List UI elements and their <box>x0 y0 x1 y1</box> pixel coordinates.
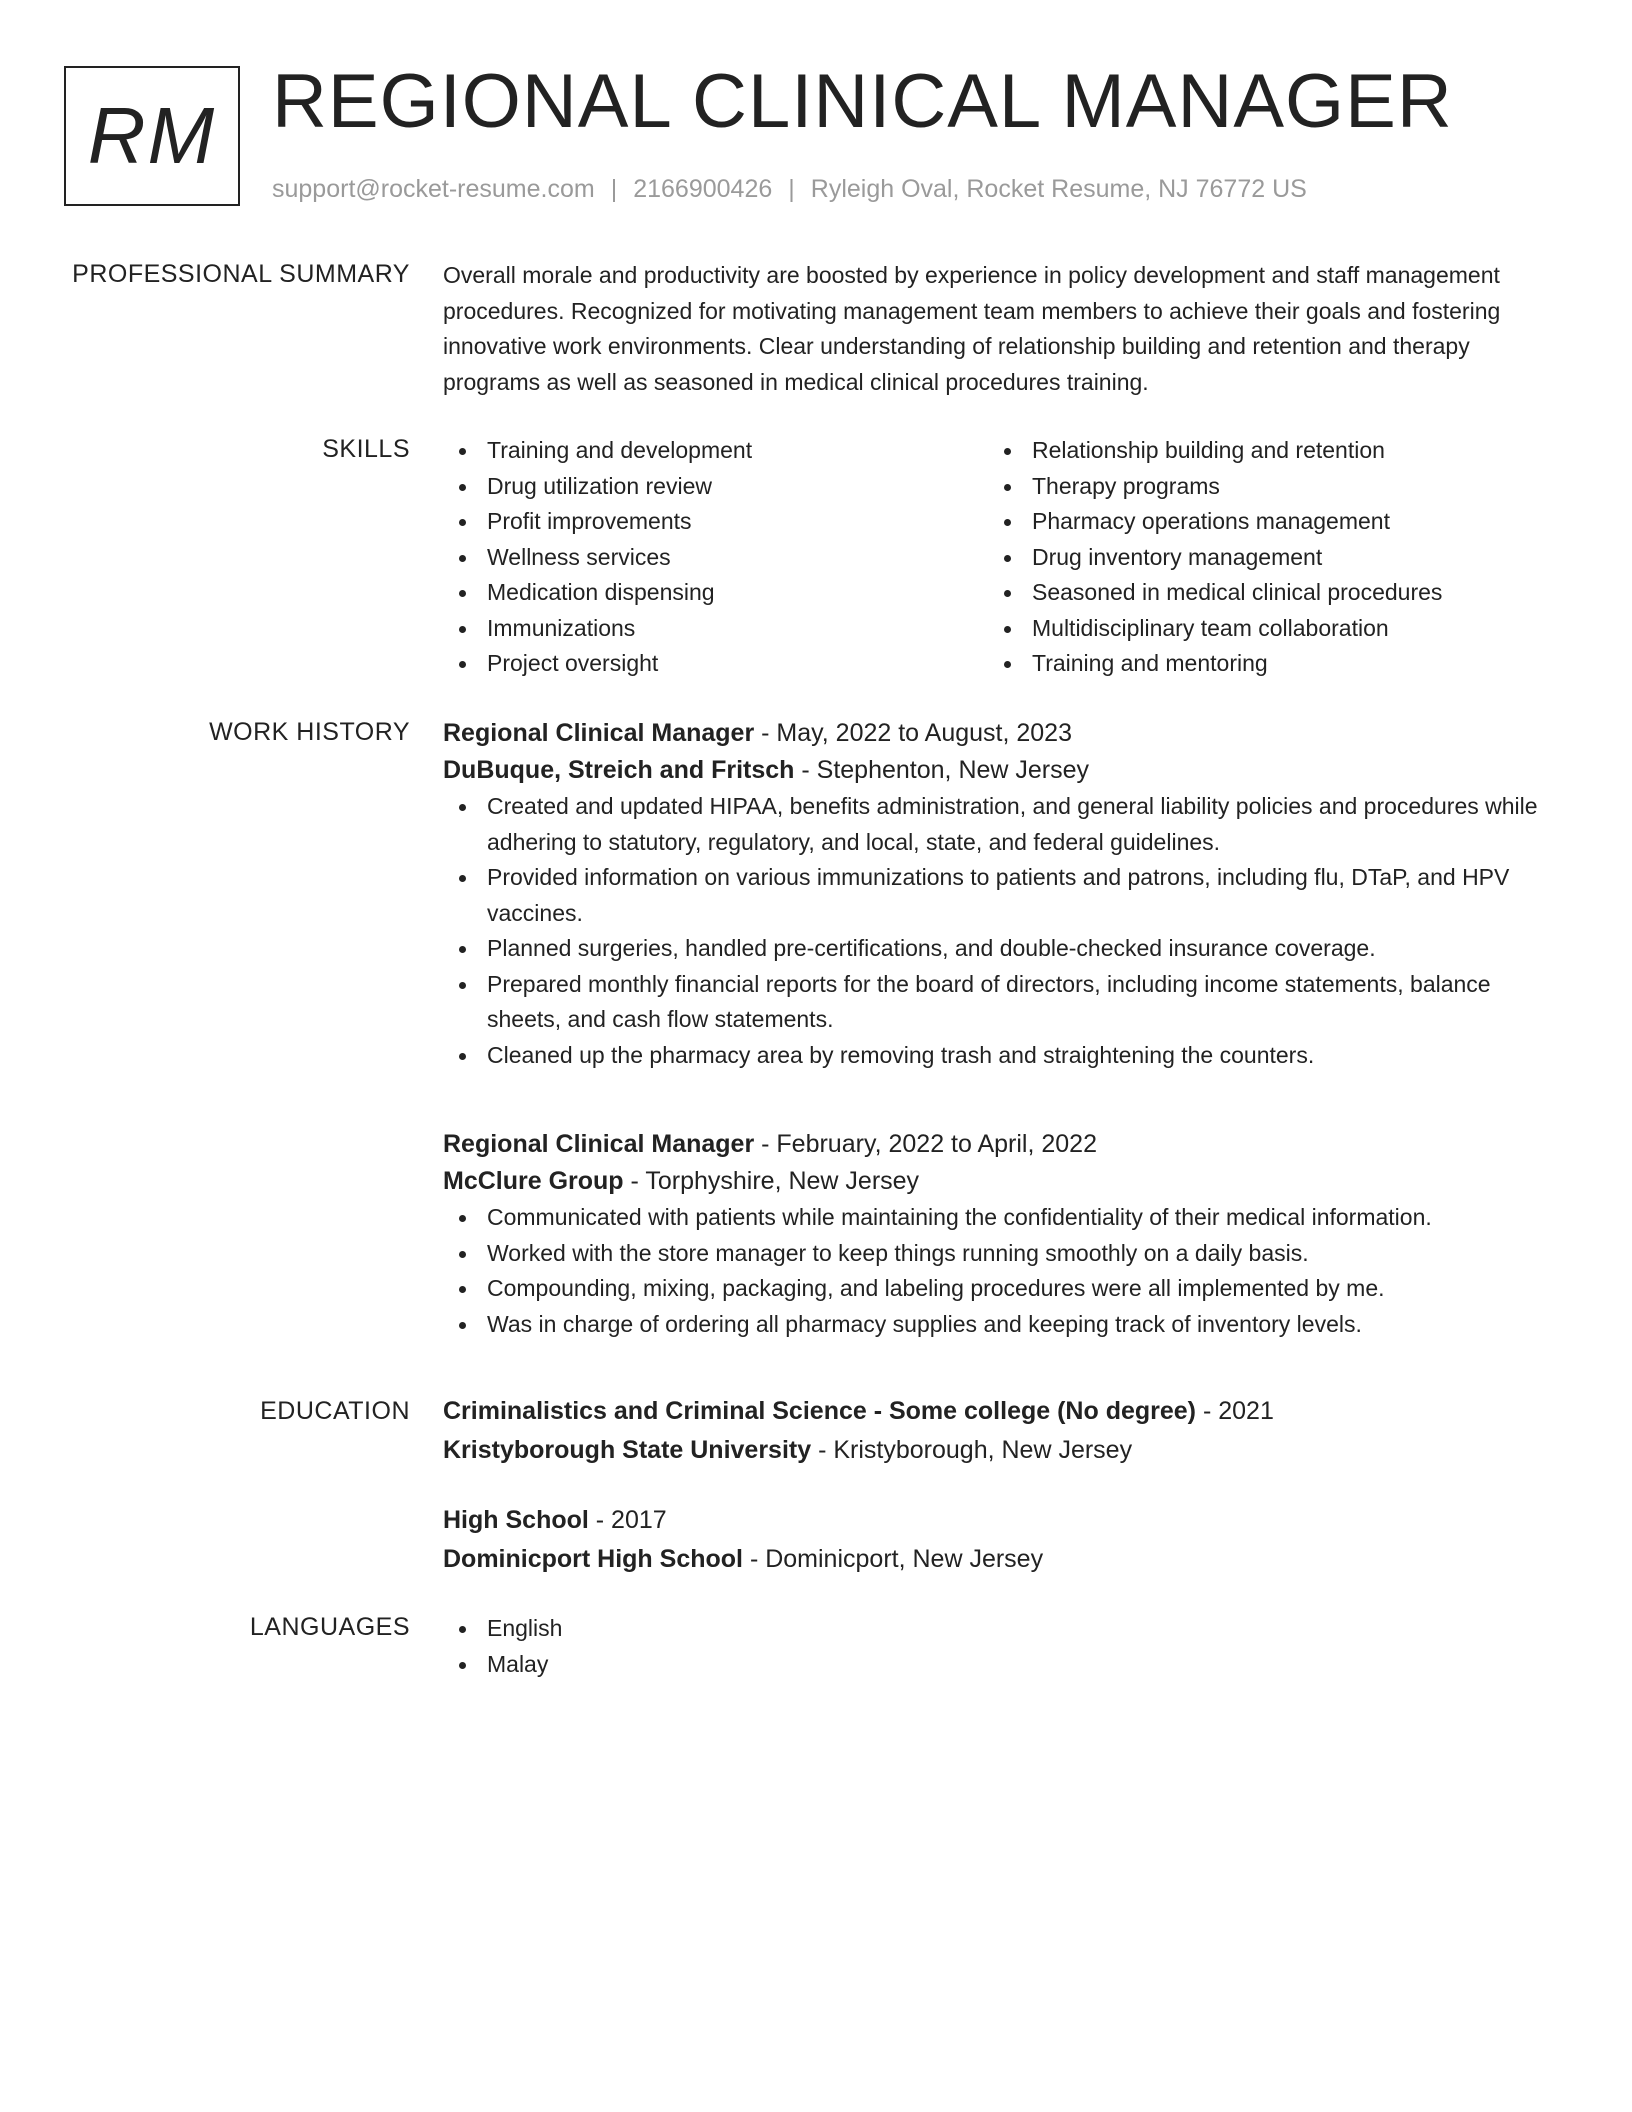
work-history-heading: WORK HISTORY <box>209 718 410 746</box>
job-bullets <box>443 1200 1555 1342</box>
job-bullet: Planned surgeries, handled pre-certifications, and double-checked insurance coverage. <box>443 931 1555 967</box>
job-company-line <box>443 752 1555 789</box>
skill-item: Relationship building and retention <box>988 433 1533 469</box>
job-dates: - May, 2022 to August, 2023 <box>754 719 1072 747</box>
education-degree-line <box>443 1501 1555 1540</box>
summary-text: Overall morale and productivity are boosted by experience in policy development and staff management procedures. Recognized for motivating management team members to achieve their goals and fostering innovative work environments. Clear understanding of relationship building and retention and therapy programs as well as seasoned in medical clinical procedures training. <box>443 262 1501 395</box>
education-heading: EDUCATION <box>260 1397 410 1425</box>
education-degree-line <box>443 1392 1555 1431</box>
education-location: - Dominicport, New Jersey <box>743 1545 1044 1573</box>
skill-item: Drug utilization review <box>443 469 988 505</box>
skills-heading: SKILLS <box>322 435 410 463</box>
job-entry <box>443 715 1555 1073</box>
education-year: - 2017 <box>588 1506 667 1534</box>
summary-heading: PROFESSIONAL SUMMARY <box>72 260 410 288</box>
education-school-line <box>443 1431 1555 1470</box>
contact-separator: | <box>788 175 795 203</box>
language-item: English <box>443 1611 1555 1647</box>
skill-item: Medication dispensing <box>443 575 988 611</box>
education-degree: Criminalistics and Criminal Science - Some college (No degree) <box>443 1397 1197 1425</box>
job-bullet: Created and updated HIPAA, benefits administration, and general liability policies and procedures while adhering to statutory, regulatory, and local, state, and federal guidelines. <box>443 789 1555 860</box>
job-company: DuBuque, Streich and Fritsch <box>443 756 795 784</box>
job-bullet: Prepared monthly financial reports for the board of directors, including income statements, balance sheets, and cash flow statements. <box>443 967 1555 1038</box>
job-bullet: Provided information on various immunizations to patients and patrons, including flu, DTaP, and HPV vaccines. <box>443 860 1555 931</box>
languages-body <box>443 1611 1555 1682</box>
education-entry <box>443 1501 1555 1579</box>
job-company-line <box>443 1163 1555 1200</box>
monogram-logo: RM <box>64 66 240 206</box>
job-bullet: Worked with the store manager to keep things running smoothly on a daily basis. <box>443 1236 1555 1272</box>
job-title-line <box>443 715 1555 752</box>
job-bullet: Was in charge of ordering all pharmacy supplies and keeping track of inventory levels. <box>443 1307 1555 1343</box>
job-bullets <box>443 789 1555 1073</box>
education-year: - 2021 <box>1196 1397 1274 1425</box>
education-school: Dominicport High School <box>443 1545 743 1573</box>
page-title: REGIONAL CLINICAL MANAGER <box>272 59 1453 144</box>
skill-item: Training and development <box>443 433 988 469</box>
job-bullet: Compounding, mixing, packaging, and labeling procedures were all implemented by me. <box>443 1271 1555 1307</box>
contact-address: Ryleigh Oval, Rocket Resume, NJ 76772 US <box>810 175 1307 203</box>
contact-line <box>272 174 1307 204</box>
skills-columns <box>443 433 1555 682</box>
skill-item: Pharmacy operations management <box>988 504 1533 540</box>
skill-item: Seasoned in medical clinical procedures <box>988 575 1533 611</box>
skill-item: Multidisciplinary team collaboration <box>988 611 1533 647</box>
job-entry <box>443 1126 1555 1342</box>
skills-list-right <box>988 433 1533 682</box>
job-title: Regional Clinical Manager <box>443 719 755 747</box>
job-title: Regional Clinical Manager <box>443 1130 755 1158</box>
job-bullet: Communicated with patients while maintaining the confidentiality of their medical information. <box>443 1200 1555 1236</box>
skill-item: Profit improvements <box>443 504 988 540</box>
education-school: Kristyborough State University <box>443 1436 812 1464</box>
summary-body <box>443 258 1555 400</box>
skill-item: Therapy programs <box>988 469 1533 505</box>
contact-phone[interactable]: 2166900426 <box>633 175 773 203</box>
languages-list <box>443 1611 1555 1682</box>
education-entry <box>443 1392 1555 1470</box>
language-item: Malay <box>443 1647 1555 1683</box>
contact-separator: | <box>610 175 618 203</box>
job-location: - Torphyshire, New Jersey <box>623 1167 920 1195</box>
job-title-line <box>443 1126 1555 1163</box>
job-bullet: Cleaned up the pharmacy area by removing trash and straightening the counters. <box>443 1038 1555 1074</box>
job-company: McClure Group <box>443 1167 624 1195</box>
skill-item: Drug inventory management <box>988 540 1533 576</box>
job-dates: - February, 2022 to April, 2022 <box>754 1130 1097 1158</box>
skill-item: Wellness services <box>443 540 988 576</box>
skill-item: Training and mentoring <box>988 646 1533 682</box>
contact-email[interactable]: support@rocket-resume.com <box>272 175 595 203</box>
skill-item: Immunizations <box>443 611 988 647</box>
education-school-line <box>443 1540 1555 1579</box>
education-degree: High School <box>443 1506 589 1534</box>
skill-item: Project oversight <box>443 646 988 682</box>
education-location: - Kristyborough, New Jersey <box>811 1436 1133 1464</box>
skills-body <box>443 433 1555 682</box>
skills-list-left <box>443 433 988 682</box>
languages-heading: LANGUAGES <box>249 1613 410 1641</box>
job-location: - Stephenton, New Jersey <box>794 756 1090 784</box>
